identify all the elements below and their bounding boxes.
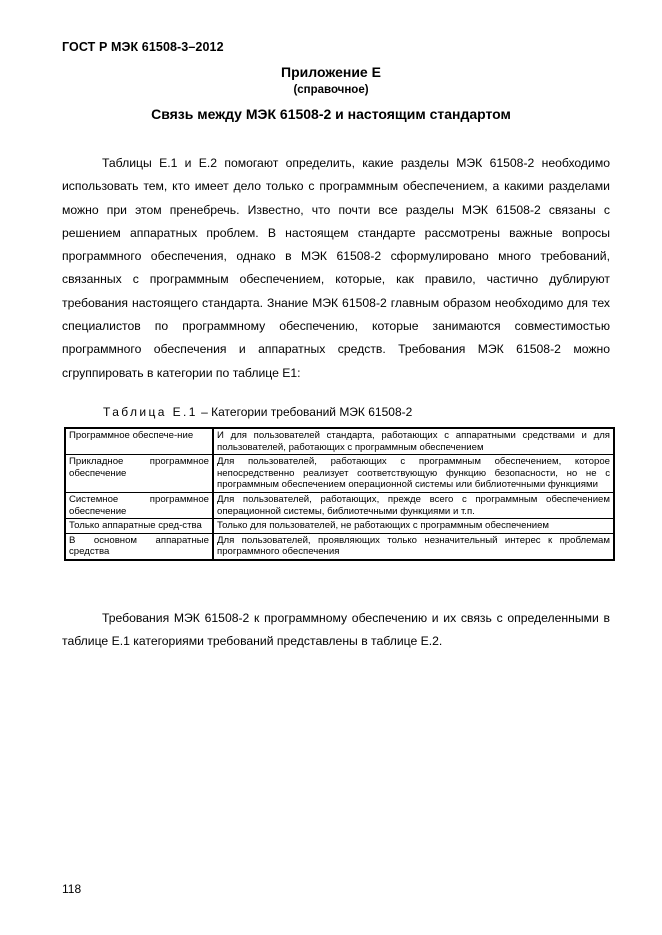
category-cell: Прикладное программное обеспечение (65, 455, 213, 493)
section-title: Связь между МЭК 61508-2 и настоящим стандартом (151, 106, 511, 122)
description-cell: Для пользователей, проявляющих только незначительный интерес к проблемам программного обеспечения (213, 533, 614, 560)
category-cell: Только аппаратные сред-ства (65, 519, 213, 534)
table-row (65, 533, 614, 560)
table-row (65, 519, 614, 534)
table-caption-label: Таблица Е.1 (103, 405, 198, 419)
table-row (65, 455, 614, 493)
description-cell: Для пользователей, работающих, прежде всего с программным обеспечением операционной системы, библиотечными функциями и т.п. (213, 492, 614, 518)
description-cell: Только для пользователей, не работающих с программным обеспечением (213, 519, 614, 534)
appendix-title: Приложение Е (281, 64, 381, 80)
table-row (65, 492, 614, 518)
closing-paragraph: Требования МЭК 61508-2 к программному обеспечению и их связь с определенными в таблице Е.1 категориями требований представлены в таблице Е.2. (62, 611, 610, 649)
description-cell: Для пользователей, работающих с программным обеспечением, которое непосредственно реализует соответствующую функцию безопасности, но не с программным обеспечением операционной системы или библиотечными функциями (213, 455, 614, 493)
description-cell: И для пользователей стандарта, работающих с аппаратными средствами и для пользователей, работающих с программным обеспечением (213, 428, 614, 455)
intro-paragraph: Таблицы Е.1 и Е.2 помогают определить, какие разделы МЭК 61508-2 необходимо использовать тем, кто имеет дело только с программным обеспечением, а какими разделами можно при этом пренебречь. Известно, что почти все разделы МЭК 61508-2 связаны с решением аппаратных проблем. В настоящем стандарте рассмотрены важные вопросы программного обеспечения, однако в МЭК 61508-2 сформулировано много требований, связанных с программным обеспечением, которые, как правило, частично дублируют требования настоящего стандарта. Знание МЭК 61508-2 главным образом необходимо для тех специалистов по программному обеспечению, которые занимаются совместимостью программного обеспечения и аппаратных средств. Требования МЭК 61508-2 можно сгруппировать в категории по таблице Е1: (62, 156, 610, 380)
category-cell: Программное обеспече-ние (65, 428, 213, 455)
page-number: 118 (62, 882, 82, 896)
table-row (65, 428, 614, 455)
requirements-table (64, 427, 615, 561)
document-header: ГОСТ Р МЭК 61508-3–2012 (62, 40, 224, 54)
table-caption-text: Категории требований МЭК 61508-2 (211, 405, 413, 419)
category-cell: В основном аппаратные средства (65, 533, 213, 560)
category-cell: Системное программное обеспечение (65, 492, 213, 518)
table-caption-dash: – (197, 405, 212, 419)
table-caption (103, 405, 412, 419)
appendix-subtitle: (справочное) (293, 84, 369, 96)
